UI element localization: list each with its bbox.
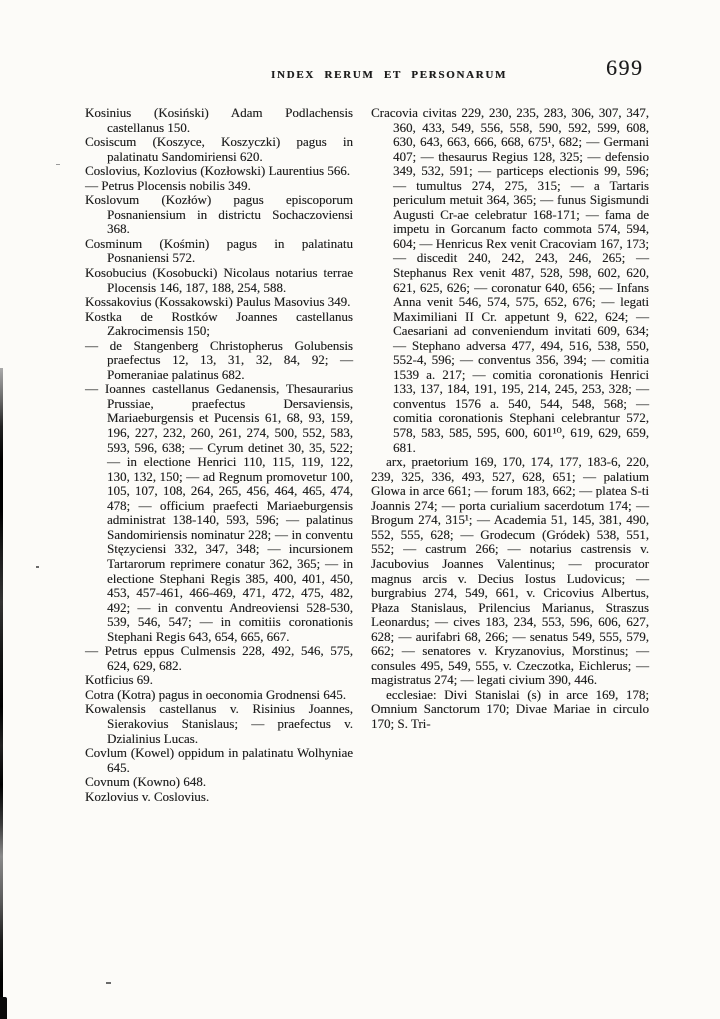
index-entry: Koslovum (Kozłów) pagus episcoporum Posnaniensium in districtu Sochaczoviensi 368. [85,192,353,237]
index-entry: Kozlovius v. Coslovius. [85,788,210,804]
running-head-title: INDEX RERUM ET PERSONARUM [271,69,508,81]
index-entry: Cracovia civitas 229, 230, 235, 283, 306, 307, 347, 360, 433, 549, 556, 558, 590, 592, 599, 608, 630, 643, 663, 666, 668, 675¹, 682; — Germani 407; — thesaurus Regius 128, 325; — defensio 349, 532, 591; — particeps electionis 99, 596; — tumultus 274, 275, 315; — a Tartaris periculum metuit 364, 365; — funus Sigismundi Augusti Cr-ae celebratur 168-171; — fama de impetu in Gorcanum facto commota 574, 594, 604; — Henricus Rex venit Cracoviam 167, 173; — discedit 240, 242, 243, 246, 265; — Stephanus Rex venit 487, 528, 598, 602, 620, 621, 625, 626; — coronatur 640, 656; — Infans Anna venit 546, 574, 575, 652, 676; — legati Maximiliani II Cr. appetunt 9, 622, 624; — Caesariani ad conveniendum invitati 609, 634; — Stephano adversa 477, 494, 516, 538, 550, 552-4, 596; — conventus 356, 394; — comitia 1539 a. 217; — comitia coronationis Henrici 133, 137, 184, 191, 195, 214, 245, 253, 328; — conventus 1576 a. 540, 544, 548, 568; — comitia coronationis Stephani celebrantur 572, 578, 583, 585, 595, 600, 601¹⁰, 619, 629, 659, 681. [371,105,649,455]
index-entry: Kowalensis castellanus v. Risinius Joannes, Sierakovius Stanislaus; — praefectus v. Dzialinius Lucas. [85,701,353,746]
index-entry: Kotficius 69. [85,672,153,688]
page-number: 699 [606,55,644,80]
index-entry: Kossakovius (Kossakowski) Paulus Masovius 349. [85,294,351,310]
scan-artifact-left-edge [0,368,3,1019]
scan-artifact-corner-blob [0,997,7,1019]
index-entry: Covlum (Kowel) oppidum in palatinatu Wolhyniae 645. [85,745,353,775]
index-column-left [85,106,353,804]
index-column-right [371,106,649,732]
index-entry: Coslovius, Kozlovius (Kozłowski) Laurentius 566. [85,163,351,179]
index-entry: Covnum (Kowno) 648. [85,774,206,790]
index-entry: — Ioannes castellanus Gedanensis, Thesaurarius Prussiae, praefectus Dersaviensis, Mariaeburgensis et Pucensis 61, 68, 93, 159, 196, 227, 232, 260, 261, 274, 500, 552, 583, 593, 596, 638; — Cyrum detinet 30, 35, 522; — in electione Henrici 110, 115, 119, 122, 130, 132, 150; — ad Regnum promovetur 100, 105, 107, 108, 264, 265, 456, 464, 465, 474, 478; — officium praefecti Mariaeburgensis administrat 138-140, 593, 596; — palatinus Sandomiriensis nominatur 228; — in conventu Stęzyciensi 332, 347, 348; — incursionem Tartarorum reprimere conatur 362, 365; — in electione Stephani Regis 385, 400, 401, 450, 453, 457-461, 466-469, 471, 472, 475, 482, 492; — in conventu Andreoviensi 528-530, 539, 546, 547; — in comitiis coronationis Stephani Regis 643, 654, 665, 667. [85,381,353,644]
index-entry: Cotra (Kotra) pagus in oeconomia Grodnensi 645. [85,686,347,702]
index-entry: — Petrus eppus Culmensis 228, 492, 546, 575, 624, 629, 682. [85,643,353,673]
index-entry: Kostka de Rostków Joannes castellanus Zakrocimensis 150; [85,308,353,339]
index-entry: arx, praetorium 169, 170, 174, 177, 183-6, 220, 239, 325, 336, 493, 527, 628, 651; — palatium Glowa in arce 661; — forum 183, 662; — platea S-ti Joannis 274; — porta curialium sacerdotum 174; — Brogum 274, 315¹; — Academia 51, 145, 381, 490, 552, 555, 628; — Grodecum (Gródek) 538, 551, 552; — castrum 266; — notarius castrensis v. Jacubovius Joannes Valentinus; — procurator magnus arcis v. Decius Iostus Ludovicus; — burgrabius 274, 549, 661, v. Cricovius Albertus, Płaza Stanislaus, Prilencius Marianus, Straszus Leonardus; — cives 183, 234, 553, 596, 606, 627, 628; — aurifabri 68, 266; — senatus 549, 555, 579, 662; — senatores v. Kryzanovius, Morstinus; — consules 495, 549, 555, v. Czeczotka, Eichlerus; — magistratus 274; — legati civium 390, 446. [371,454,649,688]
index-entry: — Petrus Plocensis nobilis 349. [85,177,251,193]
scan-speck [56,164,60,165]
index-entry: Cosminum (Kośmin) pagus in palatinatu Posnaniensi 572. [85,235,353,266]
scan-speck [36,566,39,568]
index-entry: — de Stangenberg Christopherus Golubensis praefectus 12, 13, 31, 32, 84, 92; — Pomeraniae palatinus 682. [85,337,353,382]
index-entry: Kosinius (Kosiński) Adam Podlachensis castellanus 150. [85,105,353,135]
index-entry: Kosobucius (Kosobucki) Nicolaus notarius terrae Plocensis 146, 187, 188, 254, 588. [85,265,353,295]
index-entry: ecclesiae: Divi Stanislai (s) in arce 169, 178; Omnium Sanctorum 170; Divae Mariae in circulo 170; S. Tri- [371,686,649,731]
scan-speck [106,982,111,984]
index-entry: Cosiscum (Koszyce, Koszyczki) pagus in palatinatu Sandomiriensi 620. [85,134,353,164]
